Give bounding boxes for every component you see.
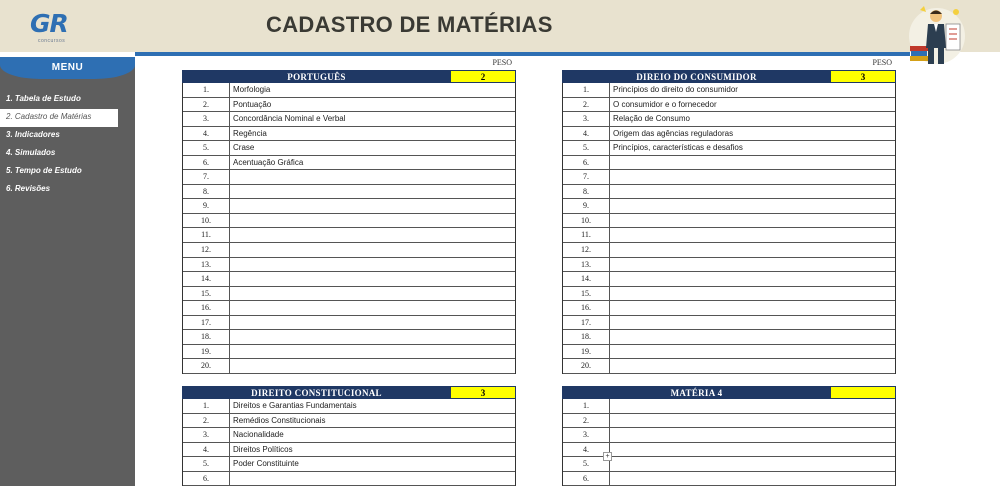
topic-row — [563, 83, 895, 98]
topic-row — [183, 345, 515, 360]
topic-number: 13. — [183, 258, 230, 272]
topic-row — [563, 214, 895, 229]
topic-number: 10. — [183, 214, 230, 228]
menu-header — [0, 57, 135, 79]
topic-row — [563, 443, 895, 458]
topic-cell[interactable] — [610, 472, 895, 486]
logo-text: GR — [30, 9, 68, 38]
topic-cell[interactable] — [230, 243, 515, 257]
topic-row — [563, 228, 895, 243]
topic-number: 1. — [183, 83, 230, 97]
topic-row — [183, 316, 515, 331]
topic-cell[interactable] — [230, 359, 515, 373]
topic-cell[interactable]: Concordância Nominal e Verbal — [233, 114, 346, 124]
topic-cell[interactable] — [230, 228, 515, 242]
topic-row — [563, 287, 895, 302]
topic-row — [563, 457, 895, 472]
menu-item-4[interactable]: 4. Simulados — [6, 148, 56, 157]
topic-row — [563, 345, 895, 360]
topic-row — [183, 228, 515, 243]
topic-number: 1. — [183, 399, 230, 413]
topic-cell[interactable] — [610, 345, 895, 359]
menu-item-6[interactable]: 6. Revisões — [6, 184, 51, 193]
topic-number: 15. — [183, 287, 230, 301]
topic-number: 1. — [563, 399, 610, 413]
topic-number: 5. — [183, 141, 230, 155]
topic-number: 12. — [563, 243, 610, 257]
subject-weight-cell[interactable] — [830, 387, 895, 398]
topic-cell[interactable] — [230, 472, 515, 486]
topic-number: 4. — [183, 127, 230, 141]
peso-label: PESO — [872, 58, 892, 67]
mouse-cursor-icon: + — [603, 452, 612, 461]
topic-row — [563, 112, 895, 127]
topic-number: 4. — [183, 443, 230, 457]
topic-cell[interactable] — [610, 414, 895, 428]
menu-title: MENU — [51, 62, 84, 73]
topic-list — [562, 399, 896, 486]
topic-cell[interactable]: Direitos Políticos — [233, 444, 293, 454]
topic-number: 3. — [183, 112, 230, 126]
topic-row — [563, 359, 895, 374]
topic-number: 3. — [563, 428, 610, 442]
topic-row — [563, 258, 895, 273]
topic-number: 18. — [563, 330, 610, 344]
subject-table-4 — [562, 386, 896, 486]
subject-title[interactable]: DIREIO DO CONSUMIDOR — [563, 71, 830, 82]
topic-row — [563, 156, 895, 171]
topic-cell[interactable] — [230, 199, 515, 213]
topic-cell[interactable] — [610, 301, 895, 315]
topic-cell[interactable] — [610, 330, 895, 344]
logo-subtext: concursos — [38, 38, 66, 44]
subject-header — [182, 70, 516, 83]
topic-number: 6. — [183, 472, 230, 486]
menu-list — [0, 91, 135, 199]
topic-row — [563, 98, 895, 113]
subject-weight-cell[interactable]: 3 — [450, 387, 515, 398]
topic-row — [183, 287, 515, 302]
topic-number: 11. — [183, 228, 230, 242]
topic-number: 20. — [563, 359, 610, 373]
topic-cell[interactable]: Acentuação Gráfica — [233, 157, 304, 167]
topic-row — [563, 199, 895, 214]
topic-cell[interactable] — [610, 156, 895, 170]
topic-number: 18. — [183, 330, 230, 344]
topic-cell[interactable] — [610, 243, 895, 257]
topic-row — [563, 472, 895, 486]
header-divider — [135, 52, 910, 56]
topic-row — [183, 301, 515, 316]
subject-table-1 — [182, 58, 516, 374]
topic-row — [183, 330, 515, 345]
topic-cell[interactable] — [610, 287, 895, 301]
topic-number: 12. — [183, 243, 230, 257]
topic-number: 14. — [563, 272, 610, 286]
topic-cell[interactable] — [610, 428, 895, 442]
topic-number: 17. — [563, 316, 610, 330]
topic-cell[interactable] — [610, 399, 895, 413]
topic-cell[interactable]: Remédios Constitucionais — [233, 415, 326, 425]
topic-cell[interactable] — [610, 170, 895, 184]
topic-cell[interactable] — [610, 199, 895, 213]
topic-cell[interactable]: Relação de Consumo — [613, 114, 690, 124]
topic-row — [563, 170, 895, 185]
topic-cell[interactable] — [610, 214, 895, 228]
topic-number: 19. — [183, 345, 230, 359]
topic-cell[interactable] — [230, 170, 515, 184]
topic-row — [563, 316, 895, 331]
topic-row — [183, 428, 515, 443]
topic-row — [183, 127, 515, 142]
topic-number: 16. — [563, 301, 610, 315]
header-bar — [0, 0, 1000, 52]
topic-cell[interactable]: O consumidor e o fornecedor — [613, 99, 717, 109]
topic-cell[interactable] — [230, 287, 515, 301]
subject-title[interactable]: PORTUGUÊS — [183, 71, 450, 82]
topic-row — [183, 156, 515, 171]
topic-number: 5. — [563, 141, 610, 155]
topic-cell[interactable]: Pontuação — [233, 99, 272, 109]
topic-row — [183, 112, 515, 127]
topic-row — [563, 141, 895, 156]
subject-header — [562, 386, 896, 399]
topic-number: 8. — [183, 185, 230, 199]
topic-row — [183, 258, 515, 273]
subject-header — [562, 70, 896, 83]
page-title: CADASTRO DE MATÉRIAS — [266, 12, 553, 37]
topic-row — [183, 214, 515, 229]
topic-number: 2. — [183, 414, 230, 428]
topic-number: 17. — [183, 316, 230, 330]
topic-number: 13. — [563, 258, 610, 272]
topic-number: 6. — [563, 156, 610, 170]
topic-number: 19. — [563, 345, 610, 359]
subject-table-2 — [562, 58, 896, 374]
topic-cell[interactable]: Princípios do direito do consumidor — [613, 85, 738, 94]
topic-cell[interactable] — [230, 185, 515, 199]
topic-row — [183, 199, 515, 214]
topic-number: 9. — [183, 199, 230, 213]
topic-cell[interactable]: Princípios, características e desafios — [613, 143, 743, 153]
topic-number: 2. — [563, 414, 610, 428]
topic-row — [183, 443, 515, 458]
topic-row — [563, 127, 895, 142]
topic-cell[interactable] — [610, 443, 895, 457]
topic-number: 3. — [183, 428, 230, 442]
topic-row — [563, 301, 895, 316]
topic-number: 2. — [183, 98, 230, 112]
topic-number: 1. — [563, 83, 610, 97]
topic-cell[interactable] — [610, 457, 895, 471]
topic-cell[interactable] — [610, 316, 895, 330]
topic-row — [563, 272, 895, 287]
topic-number: 6. — [183, 156, 230, 170]
topic-list — [182, 399, 516, 486]
topic-row — [183, 457, 515, 472]
topic-number: 20. — [183, 359, 230, 373]
topic-cell[interactable] — [610, 272, 895, 286]
topic-cell[interactable] — [230, 316, 515, 330]
topic-row — [183, 185, 515, 200]
menu-item-2[interactable]: 2. Cadastro de Matérias — [0, 109, 118, 127]
sidebar — [0, 57, 135, 486]
topic-number: 8. — [563, 185, 610, 199]
topic-number: 7. — [183, 170, 230, 184]
topic-cell[interactable] — [230, 345, 515, 359]
topic-cell[interactable] — [230, 214, 515, 228]
topic-row — [183, 472, 515, 486]
topic-cell[interactable]: Poder Constituinte — [233, 459, 299, 469]
menu-item-1[interactable]: 1. Tabela de Estudo — [6, 94, 81, 103]
topic-number: 2. — [563, 98, 610, 112]
topic-number: 4. — [563, 443, 610, 457]
topic-row — [183, 141, 515, 156]
topic-number: 6. — [563, 472, 610, 486]
subject-weight-cell[interactable]: 3 — [830, 71, 895, 82]
topic-cell[interactable]: Origem das agências reguladoras — [613, 128, 734, 138]
topic-row — [183, 272, 515, 287]
topic-number: 3. — [563, 112, 610, 126]
topic-cell[interactable]: Morfologia — [233, 85, 271, 94]
menu-item-3[interactable]: 3. Indicadores — [6, 130, 60, 139]
topic-row — [563, 399, 895, 414]
topic-row — [183, 170, 515, 185]
topic-cell[interactable] — [610, 185, 895, 199]
topic-number: 7. — [563, 170, 610, 184]
subject-table-3 — [182, 386, 516, 486]
topic-cell[interactable]: Direitos e Garantias Fundamentais — [233, 401, 357, 410]
topic-number: 14. — [183, 272, 230, 286]
topic-number: 15. — [563, 287, 610, 301]
topic-row — [183, 359, 515, 374]
subject-header — [182, 386, 516, 399]
topic-cell[interactable]: Regência — [233, 128, 267, 138]
topic-row — [563, 185, 895, 200]
topic-cell[interactable] — [230, 272, 515, 286]
peso-label: PESO — [492, 58, 512, 67]
subject-title[interactable]: MATÉRIA 4 — [563, 387, 830, 398]
topic-number: 4. — [563, 127, 610, 141]
topic-cell[interactable] — [610, 359, 895, 373]
topic-cell[interactable] — [230, 258, 515, 272]
topic-row — [183, 243, 515, 258]
topic-cell[interactable] — [230, 301, 515, 315]
topic-row — [563, 330, 895, 345]
student-illustration-icon — [906, 4, 968, 68]
subject-title[interactable]: DIREITO CONSTITUCIONAL — [183, 387, 450, 398]
topic-list — [182, 83, 516, 374]
topic-cell[interactable]: Nacionalidade — [233, 430, 284, 440]
topic-number: 5. — [563, 457, 610, 471]
topic-row — [563, 414, 895, 429]
topic-row — [183, 98, 515, 113]
topic-cell[interactable] — [610, 258, 895, 272]
topic-number: 5. — [183, 457, 230, 471]
topic-number: 11. — [563, 228, 610, 242]
menu-item-5[interactable]: 5. Tempo de Estudo — [6, 166, 82, 175]
topic-number: 10. — [563, 214, 610, 228]
topic-cell[interactable] — [230, 330, 515, 344]
topic-row — [563, 243, 895, 258]
logo — [30, 9, 86, 45]
topic-list — [562, 83, 896, 374]
topic-cell[interactable] — [610, 228, 895, 242]
topic-row — [183, 414, 515, 429]
topic-number: 16. — [183, 301, 230, 315]
topic-row — [183, 83, 515, 98]
topic-cell[interactable]: Crase — [233, 143, 255, 153]
topic-number: 9. — [563, 199, 610, 213]
subject-weight-cell[interactable]: 2 — [450, 71, 515, 82]
topic-row — [183, 399, 515, 414]
topic-row — [563, 428, 895, 443]
